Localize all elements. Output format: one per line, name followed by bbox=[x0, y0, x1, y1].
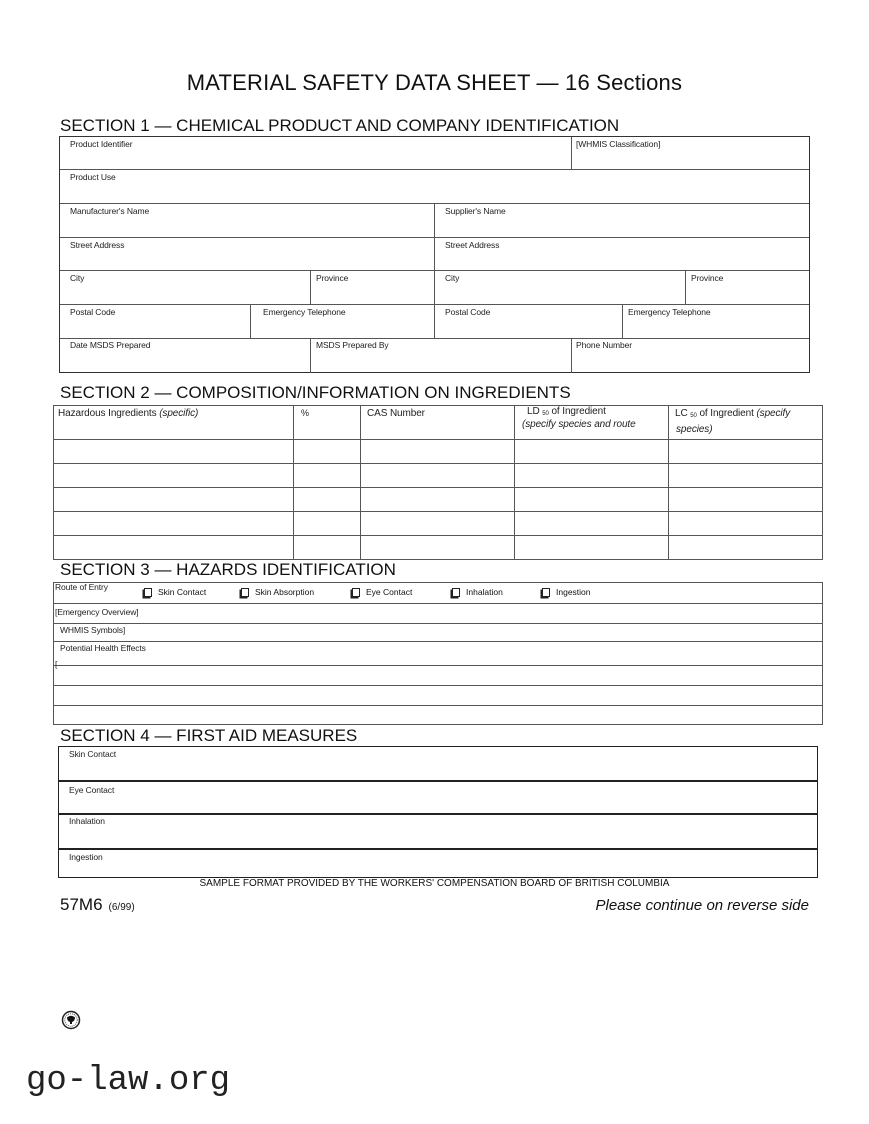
manufacturer-postal-label: Postal Code bbox=[70, 307, 116, 317]
checkbox-icon bbox=[352, 588, 360, 597]
route-skin-contact-label: Skin Contact bbox=[158, 587, 207, 597]
ingredient-5-ld50[interactable] bbox=[516, 536, 667, 559]
supplier-emergency-tel-field[interactable] bbox=[624, 317, 808, 337]
phone-number-field[interactable] bbox=[573, 350, 808, 371]
col-hazardous-ingredients-label: Hazardous Ingredients bbox=[58, 408, 157, 419]
manufacturer-province-label: Province bbox=[316, 273, 349, 283]
section-1-heading: SECTION 1 — CHEMICAL PRODUCT AND COMPANY IDENTIFICATION bbox=[60, 116, 620, 135]
whmis-symbols-field[interactable] bbox=[54, 624, 822, 640]
stray-bracket-mark: [ bbox=[55, 659, 58, 669]
manufacturer-emergency-tel-field[interactable] bbox=[252, 317, 433, 337]
supplier-name-field[interactable] bbox=[436, 216, 808, 236]
col-hazardous-ingredients bbox=[58, 408, 198, 419]
ld50-prefix: LD bbox=[527, 406, 540, 417]
divider bbox=[360, 405, 361, 560]
ingredient-5-cas[interactable] bbox=[362, 536, 513, 559]
route-skin-contact-checkbox[interactable] bbox=[144, 587, 206, 597]
col-hazardous-ingredients-note: (specific) bbox=[159, 408, 199, 419]
product-use-label: Product Use bbox=[70, 172, 116, 182]
route-skin-absorption-checkbox[interactable] bbox=[241, 587, 314, 597]
supplier-name-label: Supplier's Name bbox=[445, 206, 506, 216]
ingredient-2-cas[interactable] bbox=[362, 464, 513, 486]
potential-health-effects-label: Potential Health Effects bbox=[60, 643, 146, 653]
divider bbox=[571, 338, 572, 373]
lc50-note-a: (specify bbox=[756, 408, 791, 419]
lc50-prefix: LC bbox=[675, 408, 688, 419]
ingredient-2-lc50[interactable] bbox=[670, 464, 822, 486]
supplier-street-field[interactable] bbox=[436, 250, 808, 269]
ingredient-5-name[interactable] bbox=[54, 536, 292, 559]
ingredient-5-lc50[interactable] bbox=[670, 536, 822, 559]
supplier-province-label: Province bbox=[691, 273, 724, 283]
manufacturer-emergency-tel-label: Emergency Telephone bbox=[263, 307, 346, 317]
divider bbox=[685, 270, 686, 304]
ingredient-1-name[interactable] bbox=[54, 440, 292, 462]
document-title: MATERIAL SAFETY DATA SHEET — 16 Sections bbox=[186, 70, 683, 95]
manufacturer-postal-field[interactable] bbox=[61, 317, 249, 337]
supplier-city-label: City bbox=[445, 273, 460, 283]
ld50-sub: 50 bbox=[542, 411, 549, 417]
date-prepared-field[interactable] bbox=[61, 350, 309, 371]
emergency-overview-label: [Emergency Overview] bbox=[55, 607, 139, 617]
route-of-entry-label: Route of Entry bbox=[55, 582, 108, 592]
product-identifier-field[interactable] bbox=[61, 149, 569, 168]
watermark: go-law.org bbox=[26, 1062, 231, 1100]
manufacturer-street-label: Street Address bbox=[70, 240, 125, 250]
manufacturer-province-field[interactable] bbox=[312, 283, 433, 303]
whmis-classification-field[interactable] bbox=[573, 149, 808, 168]
provided-by-note: SAMPLE FORMAT PROVIDED BY THE WORKERS' COMPENSATION BOARD OF BRITISH COLUMBIA bbox=[199, 878, 670, 889]
ingredient-3-ld50[interactable] bbox=[516, 488, 667, 510]
ingredient-3-name[interactable] bbox=[54, 488, 292, 510]
prepared-by-field[interactable] bbox=[312, 350, 570, 371]
route-ingestion-checkbox[interactable] bbox=[542, 587, 591, 597]
ingredient-3-lc50[interactable] bbox=[670, 488, 822, 510]
route-ingestion-label: Ingestion bbox=[556, 587, 591, 597]
ingredient-5-percent[interactable] bbox=[295, 536, 359, 559]
supplier-street-label: Street Address bbox=[445, 240, 500, 250]
phone-number-label: Phone Number bbox=[576, 340, 632, 350]
ingredient-4-lc50[interactable] bbox=[670, 512, 822, 534]
divider bbox=[58, 780, 818, 782]
ingredient-1-percent[interactable] bbox=[295, 440, 359, 462]
col-ld50 bbox=[527, 406, 606, 417]
continue-note: Please continue on reverse side bbox=[595, 897, 809, 914]
ingredient-4-name[interactable] bbox=[54, 512, 292, 534]
divider bbox=[571, 137, 572, 169]
col-percent: % bbox=[301, 408, 309, 418]
manufacturer-city-label: City bbox=[70, 273, 85, 283]
ingredient-4-ld50[interactable] bbox=[516, 512, 667, 534]
ingredient-1-ld50[interactable] bbox=[516, 440, 667, 462]
supplier-postal-field[interactable] bbox=[436, 317, 621, 337]
first-aid-skin-label: Skin Contact bbox=[69, 749, 116, 759]
supplier-emergency-tel-label: Emergency Telephone bbox=[628, 307, 711, 317]
section-3-heading: SECTION 3 — HAZARDS IDENTIFICATION bbox=[60, 560, 396, 579]
divider bbox=[514, 405, 515, 560]
ingredient-2-name[interactable] bbox=[54, 464, 292, 486]
first-aid-ingestion-field[interactable] bbox=[60, 862, 816, 877]
col-cas-number: CAS Number bbox=[367, 408, 425, 419]
first-aid-inhalation-label: Inhalation bbox=[69, 816, 105, 826]
supplier-province-field[interactable] bbox=[687, 283, 808, 303]
emergency-overview-field[interactable] bbox=[54, 604, 822, 622]
ld50-suffix: of Ingredient bbox=[551, 406, 606, 417]
divider bbox=[58, 813, 818, 815]
supplier-city-field[interactable] bbox=[436, 283, 684, 303]
route-inhalation-label: Inhalation bbox=[466, 587, 503, 597]
section-2-heading: SECTION 2 — COMPOSITION/INFORMATION ON INGREDIENTS bbox=[60, 383, 571, 402]
ingredient-3-percent[interactable] bbox=[295, 488, 359, 510]
route-eye-contact-label: Eye Contact bbox=[366, 587, 413, 597]
ingredient-1-cas[interactable] bbox=[362, 440, 513, 462]
manufacturer-name-label: Manufacturer's Name bbox=[70, 206, 150, 216]
manufacturer-city-field[interactable] bbox=[61, 283, 309, 303]
lc50-sub: 50 bbox=[690, 413, 697, 419]
ingredient-3-cas[interactable] bbox=[362, 488, 513, 510]
first-aid-inhalation-field[interactable] bbox=[60, 826, 816, 847]
manufacturer-name-field[interactable] bbox=[61, 216, 433, 236]
col-lc50-note: species) bbox=[676, 424, 713, 435]
divider bbox=[293, 405, 294, 560]
supplier-postal-label: Postal Code bbox=[445, 307, 491, 317]
divider bbox=[60, 169, 809, 170]
ingredient-4-percent[interactable] bbox=[295, 512, 359, 534]
potential-health-effects-field[interactable] bbox=[54, 642, 822, 724]
printer-union-logo-icon bbox=[61, 1010, 81, 1030]
checkbox-icon bbox=[144, 588, 152, 597]
ingredient-2-percent[interactable] bbox=[295, 464, 359, 486]
divider bbox=[310, 338, 311, 373]
checkbox-icon bbox=[542, 588, 550, 597]
lc50-suffix: of Ingredient bbox=[699, 408, 754, 419]
prepared-by-label: MSDS Prepared By bbox=[316, 340, 389, 350]
checkbox-icon bbox=[452, 588, 460, 597]
ingredient-2-ld50[interactable] bbox=[516, 464, 667, 486]
form-date: (6/99) bbox=[108, 902, 135, 913]
first-aid-ingestion-label: Ingestion bbox=[69, 852, 103, 862]
manufacturer-street-field[interactable] bbox=[61, 250, 433, 269]
first-aid-eye-label: Eye Contact bbox=[69, 785, 115, 795]
route-eye-contact-checkbox[interactable] bbox=[352, 587, 412, 597]
divider bbox=[310, 270, 311, 304]
form-number-code: 57M6 bbox=[60, 895, 103, 914]
ingredient-1-lc50[interactable] bbox=[670, 440, 822, 462]
divider bbox=[434, 203, 435, 338]
ingredient-4-cas[interactable] bbox=[362, 512, 513, 534]
first-aid-skin-field[interactable] bbox=[60, 759, 816, 779]
product-identifier-label: Product Identifier bbox=[70, 139, 133, 149]
form-number bbox=[60, 895, 135, 915]
divider bbox=[250, 304, 251, 338]
product-use-field[interactable] bbox=[61, 182, 808, 202]
whmis-classification-label: [WHMIS Classification] bbox=[576, 139, 661, 149]
first-aid-eye-field[interactable] bbox=[60, 795, 816, 812]
whmis-symbols-label: WHMIS Symbols] bbox=[60, 625, 126, 635]
route-inhalation-checkbox[interactable] bbox=[452, 587, 503, 597]
divider bbox=[60, 338, 809, 339]
col-ld50-note: (specify species and route bbox=[522, 419, 636, 430]
checkbox-icon bbox=[241, 588, 249, 597]
divider bbox=[58, 848, 818, 850]
date-prepared-label: Date MSDS Prepared bbox=[70, 340, 151, 350]
col-lc50 bbox=[675, 408, 790, 419]
divider bbox=[622, 304, 623, 338]
section-4-heading: SECTION 4 — FIRST AID MEASURES bbox=[60, 726, 358, 745]
route-skin-absorption-label: Skin Absorption bbox=[255, 587, 315, 597]
divider bbox=[668, 405, 669, 560]
